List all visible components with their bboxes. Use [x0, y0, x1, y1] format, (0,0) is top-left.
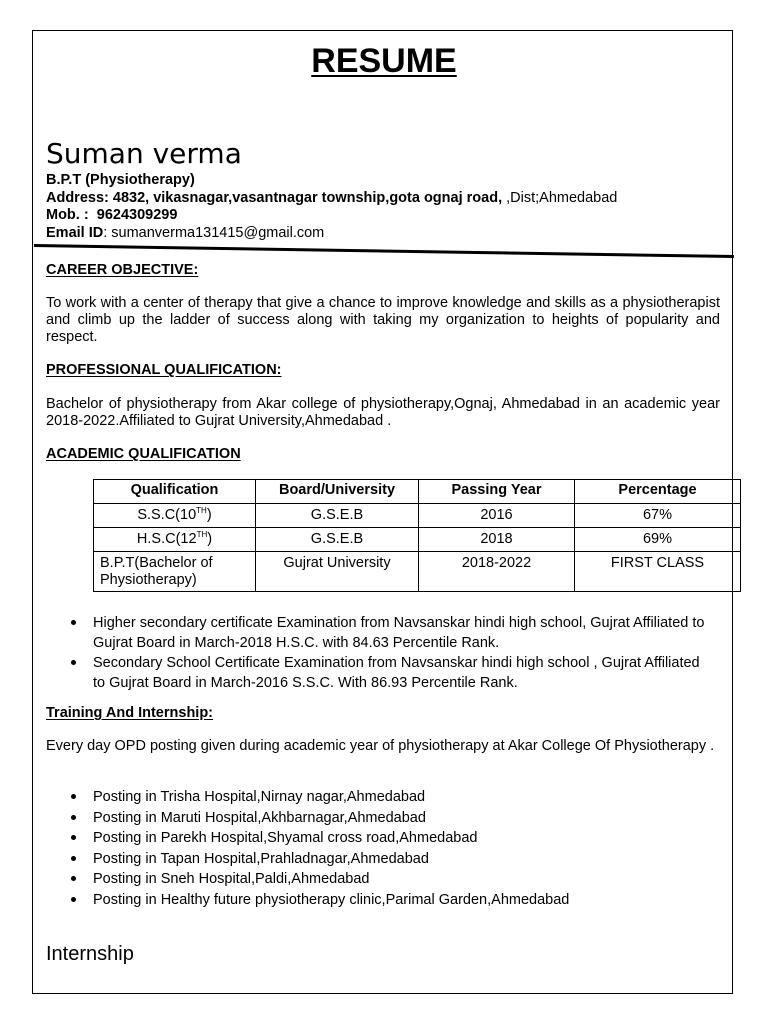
header-board: Board/University [256, 480, 419, 504]
table-header-row [94, 480, 741, 504]
cell-board: Gujrat University [256, 552, 419, 592]
career-objective-heading: CAREER OBJECTIVE: [46, 262, 199, 278]
cell-qualification: S.S.C(10TH) [94, 504, 256, 528]
internship-heading: Internship [46, 943, 134, 965]
cell-board: G.S.E.B [256, 528, 419, 552]
header-qualification: Qualification [94, 480, 256, 504]
cell-year: 2018 [419, 528, 575, 552]
bullet-icon [71, 835, 76, 840]
list-item: Posting in Parekh Hospital,Shyamal cross road,Ahmedabad [69, 828, 709, 849]
list-item: Posting in Trisha Hospital,Nirnay nagar,Ahmedabad [69, 787, 709, 808]
mobile-label: Mob. : [46, 207, 89, 223]
list-item: Posting in Healthy future physiotherapy clinic,Parimal Garden,Ahmedabad [69, 890, 709, 911]
bullet-icon [71, 815, 76, 820]
candidate-name: Suman verma [46, 137, 242, 170]
header-percentage: Percentage [575, 480, 741, 504]
email-address: : sumanverma131415@gmail.com [103, 224, 325, 241]
header-year: Passing Year [419, 480, 575, 504]
training-heading: Training And Internship: [46, 705, 214, 721]
address-district: ,Dist;Ahmedabad [506, 189, 618, 206]
bullet-icon [71, 856, 76, 861]
email-label: Email ID [46, 224, 104, 241]
table-row [94, 528, 741, 552]
list-item: Posting in Sneh Hospital,Paldi,Ahmedabad [69, 869, 709, 890]
cell-year: 2016 [419, 504, 575, 528]
table-row [94, 552, 741, 592]
cell-board: G.S.E.B [256, 504, 419, 528]
cell-qualification: H.S.C(12TH) [94, 528, 256, 552]
cell-percentage: 69% [575, 528, 741, 552]
bullet-icon [71, 660, 76, 665]
mobile-number: 9624309299 [96, 207, 178, 223]
academic-bullet-list [69, 613, 709, 693]
degree: B.P.T (Physiotherapy) [46, 172, 195, 188]
address-street: 4832, vikasnagar,vasantnagar township,gota ognaj road, [112, 189, 503, 206]
list-item: Higher secondary certificate Examination from Navsanskar hindi high school, Gujrat Affiliated to Gujrat Board in March-2018 H.S.C. with 84.63 Percentile Rank. [69, 613, 709, 653]
list-item: Posting in Tapan Hospital,Prahladnagar,Ahmedabad [69, 849, 709, 870]
academic-qualification-heading: ACADEMIC QUALIFICATION [46, 446, 241, 462]
academic-table [93, 479, 741, 592]
cell-qualification: B.P.T(Bachelor of Physiotherapy) [94, 552, 256, 592]
list-item: Secondary School Certificate Examination from Navsanskar hindi high school , Gujrat Affiliated to Gujrat Board in March-2016 S.S.C. With 86.93 Percentile Rank. [69, 653, 709, 693]
bullet-icon [71, 794, 76, 799]
career-objective-text: To work with a center of therapy that give a chance to improve knowledge and skills as a physiotherapist and climb up the ladder of success along with taking my organization to heights of popularity and respect. [46, 295, 720, 345]
table-row [94, 504, 741, 528]
professional-qualification-text: Bachelor of physiotherapy from Akar college of physiotherapy,Ognaj, Ahmedabad in an academic year 2018-2022.Affiliated to Gujrat University,Ahmedabad . [46, 396, 720, 429]
training-text: Every day OPD posting given during academic year of physiotherapy at Akar College Of Physiotherapy . [46, 738, 715, 754]
contact-block [46, 172, 617, 242]
resume-title: RESUME [311, 42, 457, 80]
bullet-icon [71, 876, 76, 881]
professional-qualification-heading: PROFESSIONAL QUALIFICATION: [46, 362, 282, 378]
cell-year: 2018-2022 [419, 552, 575, 592]
postings-list [69, 787, 709, 911]
bullet-icon [71, 897, 76, 902]
address-label: Address: [46, 189, 109, 206]
list-item: Posting in Maruti Hospital,Akhbarnagar,Ahmedabad [69, 808, 709, 829]
cell-percentage: 67% [575, 504, 741, 528]
bullet-icon [71, 620, 76, 625]
cell-percentage: FIRST CLASS [575, 552, 741, 592]
